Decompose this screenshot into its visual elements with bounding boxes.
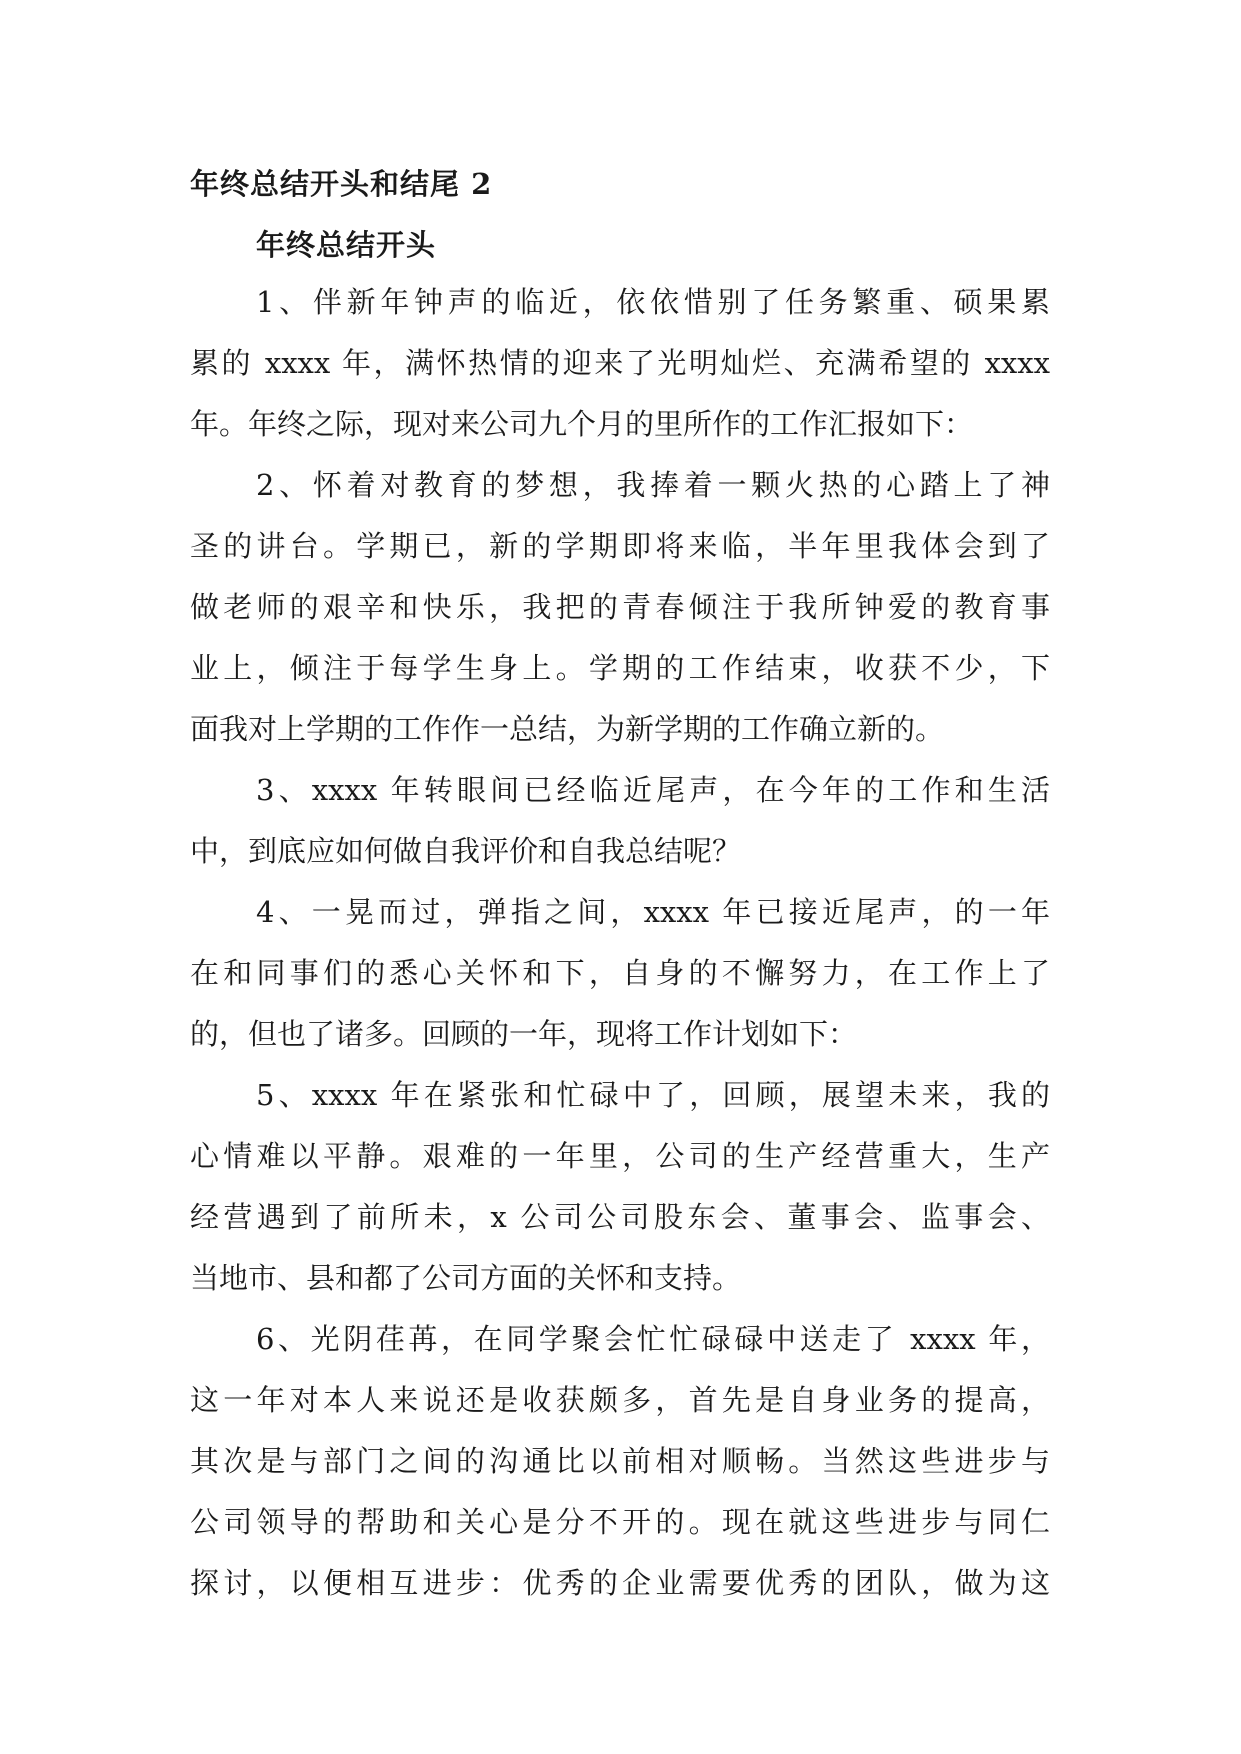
paragraph-line: 公司领导的帮助和关心是分不开的。现在就这些进步与同仁 bbox=[190, 1505, 1050, 1539]
paragraph-line: 年。年终之际，现对来公司九个月的里所作的工作汇报如下： bbox=[190, 407, 974, 441]
paragraph-2 bbox=[190, 455, 1050, 760]
paragraph-line: 面我对上学期的工作作一总结，为新学期的工作确立新的。 bbox=[190, 712, 945, 746]
paragraph-line: 经营遇到了前所未，x 公司公司股东会、董事会、监事会、 bbox=[190, 1200, 1050, 1234]
paragraph-line: 中，到底应如何做自我评价和自我总结呢？ bbox=[190, 834, 742, 868]
paragraph-line: 业上，倾注于每学生身上。学期的工作结束，收获不少，下 bbox=[190, 651, 1050, 685]
paragraph-5 bbox=[190, 1065, 1050, 1309]
paragraph-line: 探讨，以便相互进步：优秀的企业需要优秀的团队，做为这 bbox=[190, 1566, 1050, 1600]
paragraph-line: 4、一晃而过，弹指之间，xxxx 年已接近尾声，的一年 bbox=[256, 895, 1050, 929]
paragraph-line: 这一年对本人来说还是收获颇多，首先是自身业务的提高， bbox=[190, 1383, 1050, 1417]
paragraph-line: 1、伴新年钟声的临近，依依惜别了任务繁重、硕果累 bbox=[256, 285, 1050, 319]
paragraph-4 bbox=[190, 882, 1050, 1065]
paragraph-line: 心情难以平静。艰难的一年里，公司的生产经营重大，生产 bbox=[190, 1139, 1050, 1173]
document-title: 年终总结开头和结尾 2 bbox=[190, 167, 493, 201]
paragraph-line: 在和同事们的悉心关怀和下，自身的不懈努力，在工作上了 bbox=[190, 956, 1050, 990]
paragraph-line: 5、xxxx 年在紧张和忙碌中了，回顾，展望未来，我的 bbox=[256, 1078, 1050, 1112]
paragraph-line: 圣的讲台。学期已，新的学期即将来临，半年里我体会到了 bbox=[190, 529, 1050, 563]
paragraph-3 bbox=[190, 760, 1050, 882]
paragraph-line: 的，但也了诸多。回顾的一年，现将工作计划如下： bbox=[190, 1017, 858, 1051]
paragraph-line: 当地市、县和都了公司方面的关怀和支持。 bbox=[190, 1261, 742, 1295]
paragraph-line: 2、怀着对教育的梦想，我捧着一颗火热的心踏上了神 bbox=[256, 468, 1050, 502]
section-heading: 年终总结开头 bbox=[256, 228, 437, 262]
paragraph-line: 3、xxxx 年转眼间已经临近尾声，在今年的工作和生活 bbox=[256, 773, 1050, 807]
paragraph-6 bbox=[190, 1309, 1050, 1614]
paragraph-line: 6、光阴荏苒，在同学聚会忙忙碌碌中送走了 xxxx 年， bbox=[256, 1322, 1050, 1356]
paragraph-line: 做老师的艰辛和快乐，我把的青春倾注于我所钟爱的教育事 bbox=[190, 590, 1050, 624]
paragraph-line: 累的 xxxx 年，满怀热情的迎来了光明灿烂、充满希望的 xxxx bbox=[190, 346, 1050, 380]
paragraph-1 bbox=[190, 272, 1050, 455]
paragraph-line: 其次是与部门之间的沟通比以前相对顺畅。当然这些进步与 bbox=[190, 1444, 1050, 1478]
